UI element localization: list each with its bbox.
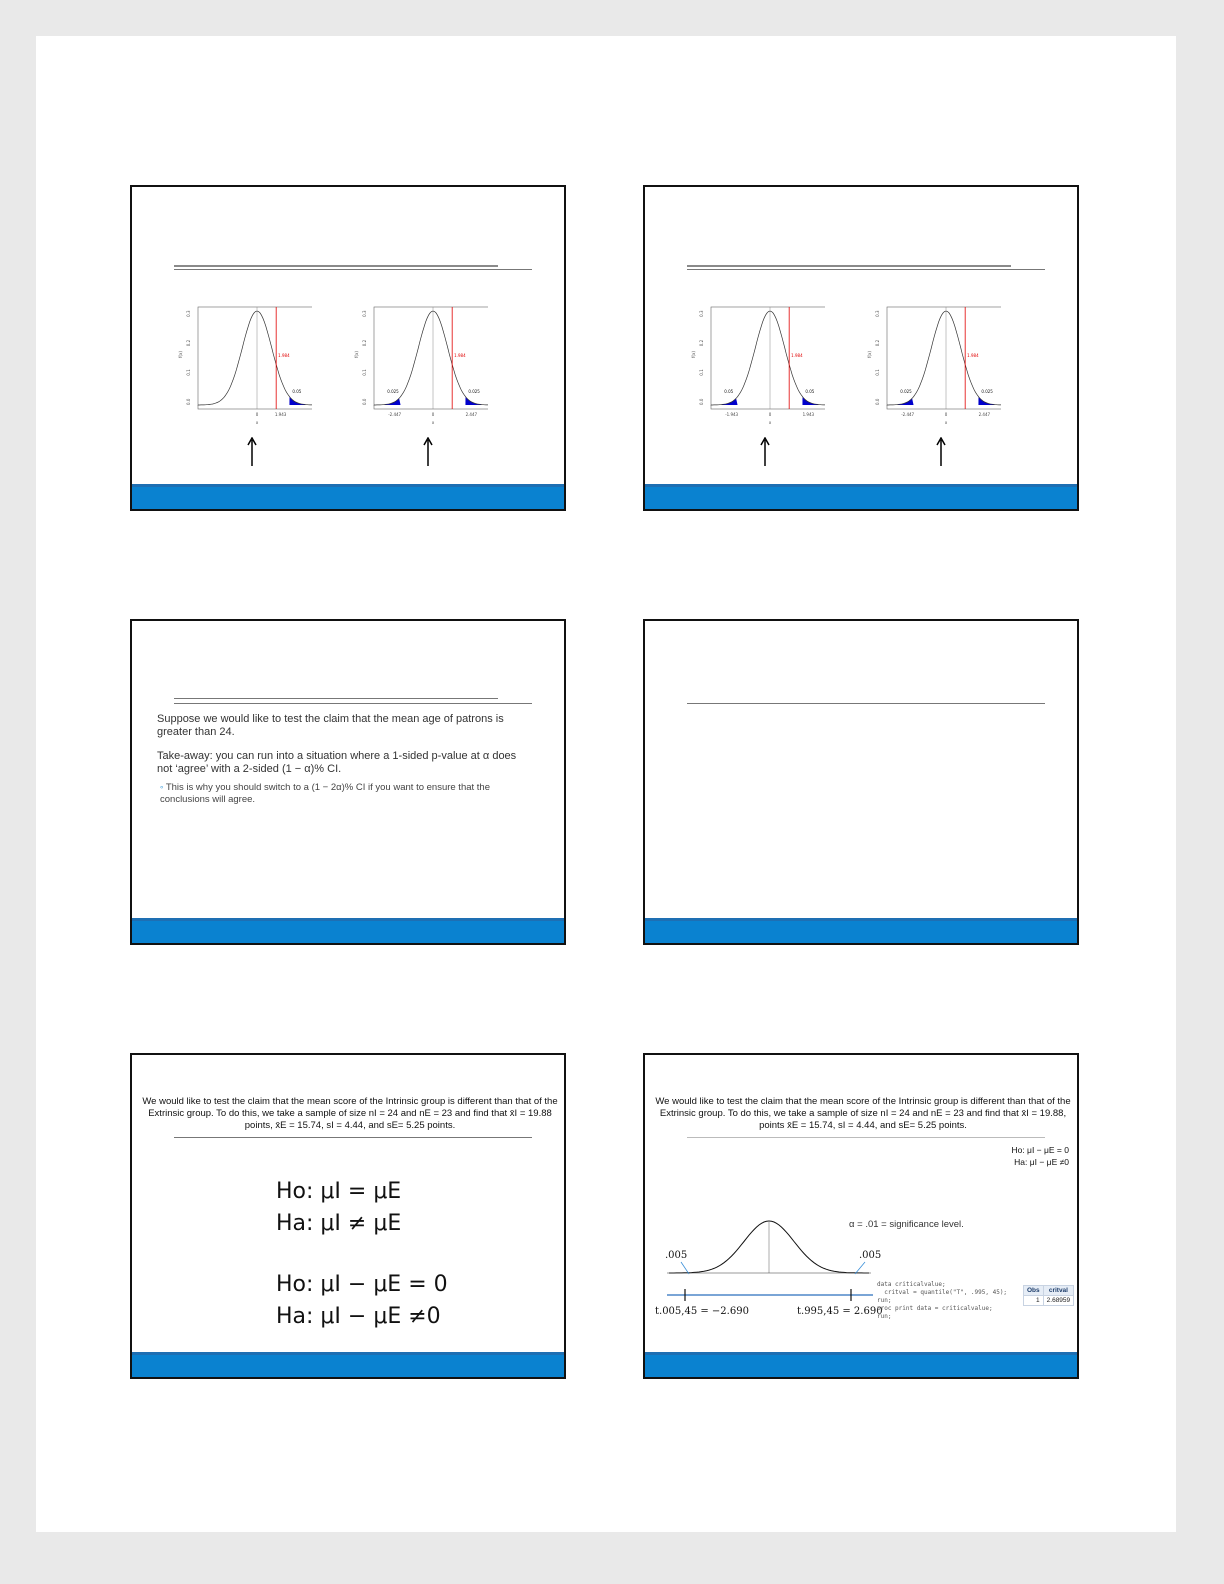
x-tick-label: -1.943 — [725, 412, 739, 417]
title-rule — [687, 1137, 1045, 1138]
critical-label: 1.984 — [278, 353, 290, 358]
slide-footer-bar — [132, 921, 564, 943]
y-tick-label: 0.0 — [362, 398, 367, 405]
y-tick-label: 0.0 — [699, 398, 704, 405]
hypothesis-null: Ho: μI − μE = 0 — [1011, 1145, 1069, 1155]
table-header: critval — [1043, 1286, 1074, 1296]
y-axis-label: f(x) — [354, 351, 359, 358]
slide-bullet-text: This is why you should switch to a (1 − 2α)% CI if you want to ensure that the conclusions will agree. — [160, 782, 491, 805]
y-tick-label: 0.1 — [362, 369, 367, 376]
hypothesis-null-2: Ho: μI − μE = 0 — [276, 1272, 448, 1297]
t-distribution-plot-two-sided — [352, 305, 488, 430]
title-rule-2 — [174, 269, 532, 270]
critical-label: 1.984 — [791, 353, 803, 358]
slide-3 — [130, 619, 566, 945]
t-distribution-plot-two-sided — [865, 305, 1001, 430]
x-axis-label: x — [255, 420, 259, 425]
slide-intro-text: We would like to test the claim that the mean score of the Intrinsic group is different than that of the Extrinsic group. To do this, we take a sample of size nI = 24 and nE = 23 and find that x̄I = 19.88, points x̄E = 15.74, sI = 4.44, and sE= 5.25 points. — [655, 1096, 1071, 1131]
title-rule-2 — [174, 703, 532, 704]
title-rule — [687, 703, 1045, 704]
slide-2 — [643, 185, 1079, 511]
sas-code: data criticalvalue; critval = quantile("T", .995, 45); run; proc print data = criticalvalue; run; — [877, 1281, 1008, 1320]
y-tick-label: 0.1 — [699, 369, 704, 376]
table-header: Obs — [1024, 1286, 1044, 1296]
title-rule — [174, 1137, 532, 1138]
slide-footer-bar — [132, 1355, 564, 1377]
pointer-arrows — [673, 1260, 873, 1280]
title-rule — [687, 265, 1011, 267]
y-tick-label: 0.3 — [875, 310, 880, 317]
slide-1 — [130, 185, 566, 511]
y-axis-label: f(x) — [178, 351, 183, 358]
y-tick-label: 0.2 — [186, 339, 191, 347]
x-tick-label: 2.447 — [465, 412, 478, 417]
slide-intro-text: We would like to test the claim that the mean score of the Intrinsic group is different than that of the Extrinsic group. To do this, we take a sample of size nI = 24 and nE = 23 and find that x̄I = 19.88 points, x̄E = 15.74, sI = 4.44, and sE= 5.25 points. — [142, 1096, 558, 1131]
y-tick-label: 0.3 — [362, 310, 367, 317]
y-tick-label: 0.2 — [875, 339, 880, 347]
x-tick-label: 1.943 — [274, 412, 287, 417]
title-rule — [174, 698, 498, 699]
tail-left-label: 0.05 — [724, 389, 734, 394]
x-tick-label: 2.447 — [978, 412, 991, 417]
number-line — [667, 1287, 873, 1303]
tail-label: 0.025 — [468, 389, 480, 394]
left-tail-label: .005 — [665, 1250, 688, 1261]
slide-5 — [130, 1053, 566, 1379]
y-tick-label: 0.2 — [699, 339, 704, 347]
hypothesis-null-1: Ho: μI = μE — [276, 1179, 402, 1204]
x-axis-label: x — [944, 420, 948, 425]
hypothesis-alt-2: Ha: μI − μE ≠0 — [276, 1304, 441, 1329]
x-tick-label: 1.943 — [802, 412, 815, 417]
hypothesis-alt-1: Ha: μI ≠ μE — [276, 1211, 402, 1236]
alpha-label: α = .01 = significance level. — [849, 1219, 964, 1230]
up-arrow-icon — [245, 437, 259, 467]
bullet-icon: ◦ — [160, 782, 166, 793]
tail-left-label: 0.025 — [387, 389, 399, 394]
critical-label: 1.984 — [967, 353, 979, 358]
output-table — [1023, 1285, 1074, 1306]
t-distribution-plot-upper — [176, 305, 312, 430]
x-axis-label: x — [431, 420, 435, 425]
right-tail-label: .005 — [859, 1250, 882, 1261]
up-arrow-icon — [421, 437, 435, 467]
table-cell: 1 — [1024, 1296, 1044, 1306]
x-axis-label: x — [768, 420, 772, 425]
y-tick-label: 0.0 — [875, 398, 880, 405]
right-critical-value: t.995,45 = 2.690 — [797, 1306, 883, 1317]
title-rule — [174, 265, 498, 267]
y-tick-label: 0.3 — [186, 310, 191, 317]
tail-label: 0.025 — [981, 389, 993, 394]
x-tick-label: 0 — [944, 412, 948, 417]
y-axis-label: f(x) — [867, 351, 872, 358]
t-distribution-plot-two-tailed — [689, 305, 825, 430]
slide-6 — [643, 1053, 1079, 1379]
tail-label: 0.05 — [805, 389, 815, 394]
hypothesis-alt: Ha: μI − μE ≠0 — [1014, 1157, 1069, 1167]
y-tick-label: 0.1 — [186, 369, 191, 376]
y-tick-label: 0.0 — [186, 398, 191, 405]
critical-label: 1.984 — [454, 353, 466, 358]
x-tick-label: -2.447 — [388, 412, 402, 417]
tail-label: 0.05 — [292, 389, 302, 394]
slide-4 — [643, 619, 1079, 945]
y-tick-label: 0.3 — [699, 310, 704, 317]
x-tick-label: 0 — [255, 412, 259, 417]
x-tick-label: 0 — [768, 412, 772, 417]
handout-page — [36, 36, 1176, 1532]
y-tick-label: 0.1 — [875, 369, 880, 376]
slide-footer-bar — [645, 487, 1077, 509]
title-rule-2 — [687, 269, 1045, 270]
tail-left-label: 0.025 — [900, 389, 912, 394]
x-tick-label: -2.447 — [901, 412, 915, 417]
slide-paragraph-claim: Suppose we would like to test the claim that the mean age of patrons is greater than 24. — [157, 713, 504, 738]
up-arrow-icon — [758, 437, 772, 467]
slide-bullet — [160, 782, 520, 806]
table-cell: 2.68959 — [1043, 1296, 1074, 1306]
left-critical-value: t.005,45 = −2.690 — [655, 1306, 749, 1317]
slide-footer-bar — [132, 487, 564, 509]
y-axis-label: f(x) — [691, 351, 696, 358]
slide-footer-bar — [645, 1355, 1077, 1377]
up-arrow-icon — [934, 437, 948, 467]
y-tick-label: 0.2 — [362, 339, 367, 347]
slide-paragraph-takeaway: Take-away: you can run into a situation where a 1-sided p-value at α does not ‘agree’ with a 2-sided (1 − α)% CI. — [157, 750, 517, 775]
slide-footer-bar — [645, 921, 1077, 943]
x-tick-label: 0 — [431, 412, 435, 417]
